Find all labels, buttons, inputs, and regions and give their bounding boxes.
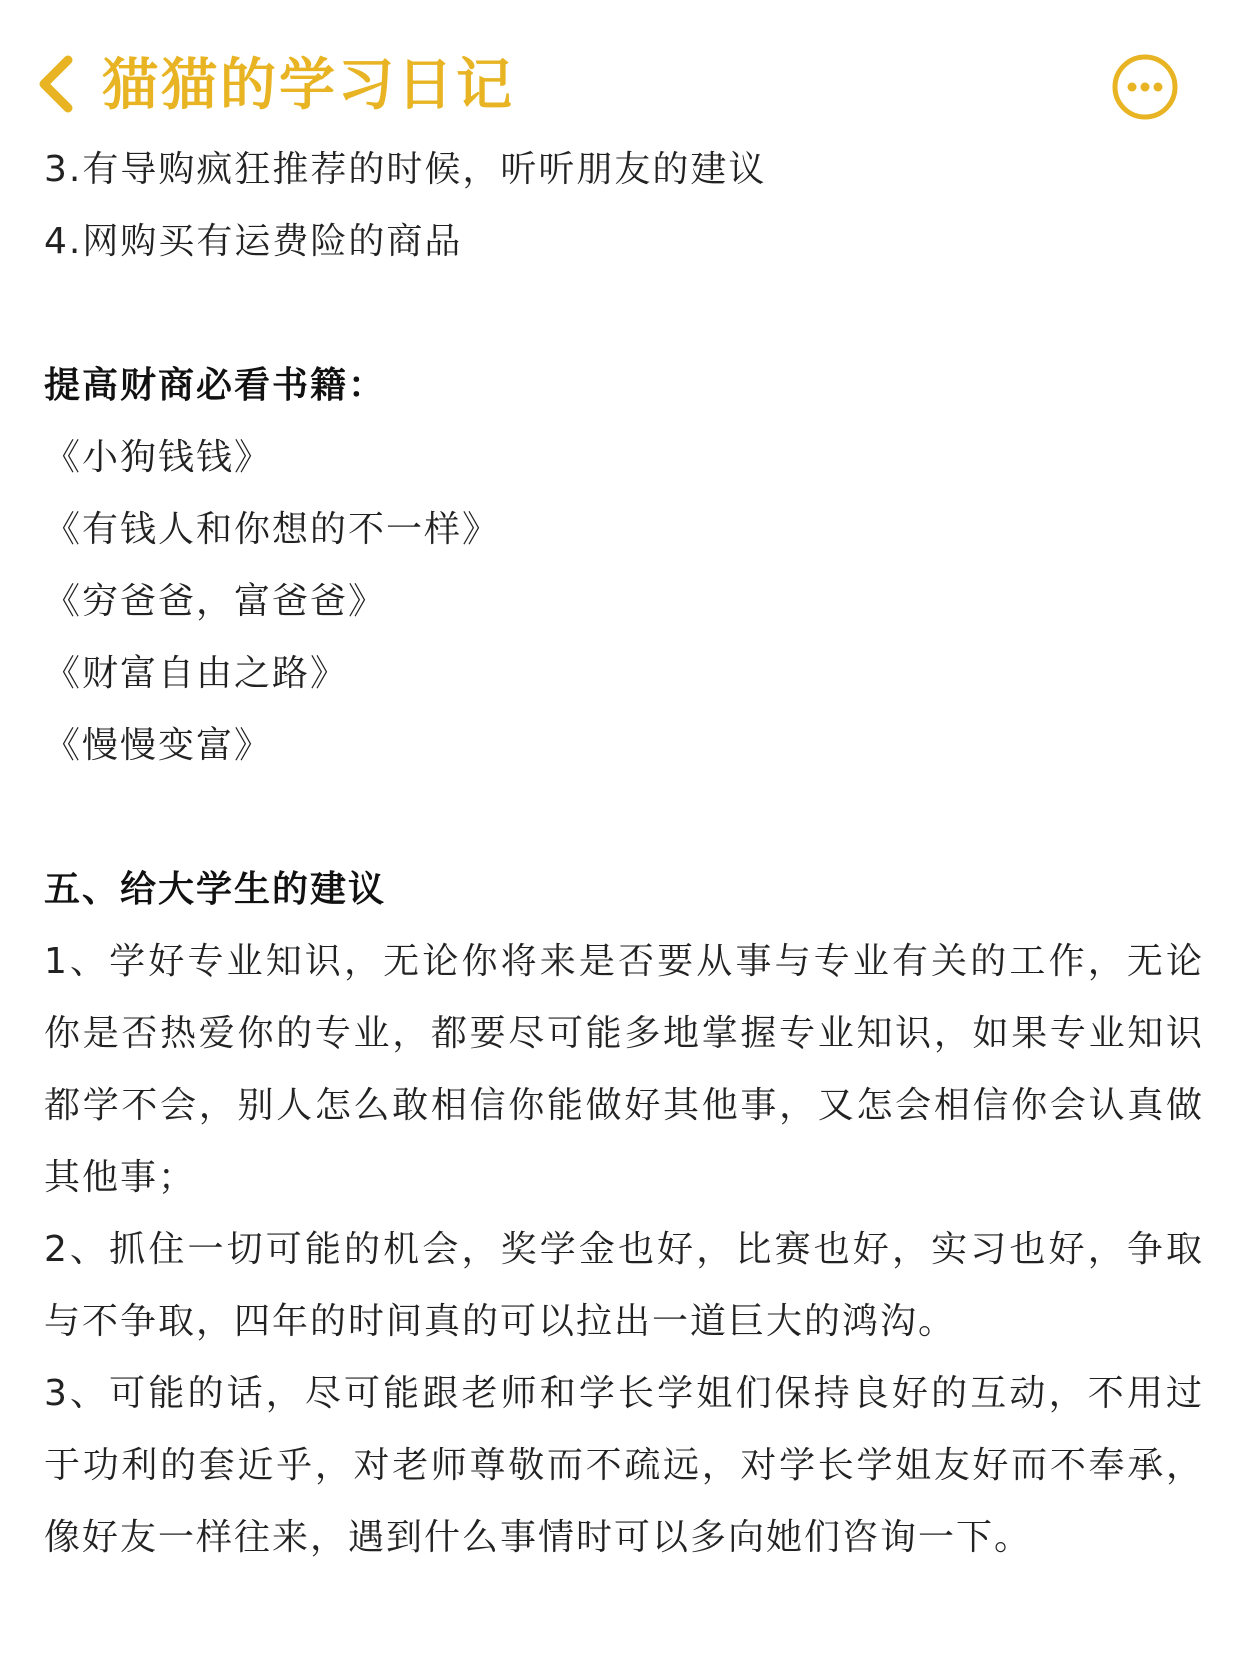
shopping-tip-3: 3.有导购疯狂推荐的时候，听听朋友的建议: [44, 149, 767, 190]
chevron-left-icon: [32, 52, 80, 116]
back-button[interactable]: [32, 52, 80, 116]
spacer: [44, 278, 1204, 350]
book-item: 《小狗钱钱》: [44, 437, 273, 478]
top-bar: [0, 0, 1245, 150]
note-body: [44, 134, 1204, 1574]
book-item: 《有钱人和你想的不一样》: [44, 509, 501, 550]
spacer: [44, 782, 1204, 854]
book-item: 《穷爸爸，富爸爸》: [44, 581, 387, 622]
advice-item-3: 3、可能的话，尽可能跟老师和学长学姐们保持良好的互动，不用过于功利的套近乎，对老师尊敬而不疏远，对学长学姐友好而不奉承，像好友一样往来，遇到什么事情时可以多向她们咨询一下。: [44, 1373, 1204, 1558]
more-button[interactable]: [1110, 52, 1180, 122]
book-item: 《慢慢变富》: [44, 725, 273, 766]
shopping-tip-4: 4.网购买有运费险的商品: [44, 221, 463, 262]
book-item: 《财富自由之路》: [44, 653, 349, 694]
advice-item-2: 2、抓住一切可能的机会，奖学金也好，比赛也好，实习也好，争取与不争取，四年的时间真的可以拉出一道巨大的鸿沟。: [44, 1229, 1204, 1342]
ellipsis-circle-icon: [1110, 52, 1180, 122]
page-title: 猫猫的学习日记: [102, 53, 515, 118]
advice-item-1: 1、学好专业知识，无论你将来是否要从事与专业有关的工作，无论你是否热爱你的专业，都要尽可能多地掌握专业知识，如果专业知识都学不会，别人怎么敢相信你能做好其他事，又怎会相信你会认真做其他事；: [44, 941, 1204, 1198]
books-heading: 提高财商必看书籍：: [44, 365, 387, 406]
advice-heading: 五、给大学生的建议: [44, 869, 387, 910]
